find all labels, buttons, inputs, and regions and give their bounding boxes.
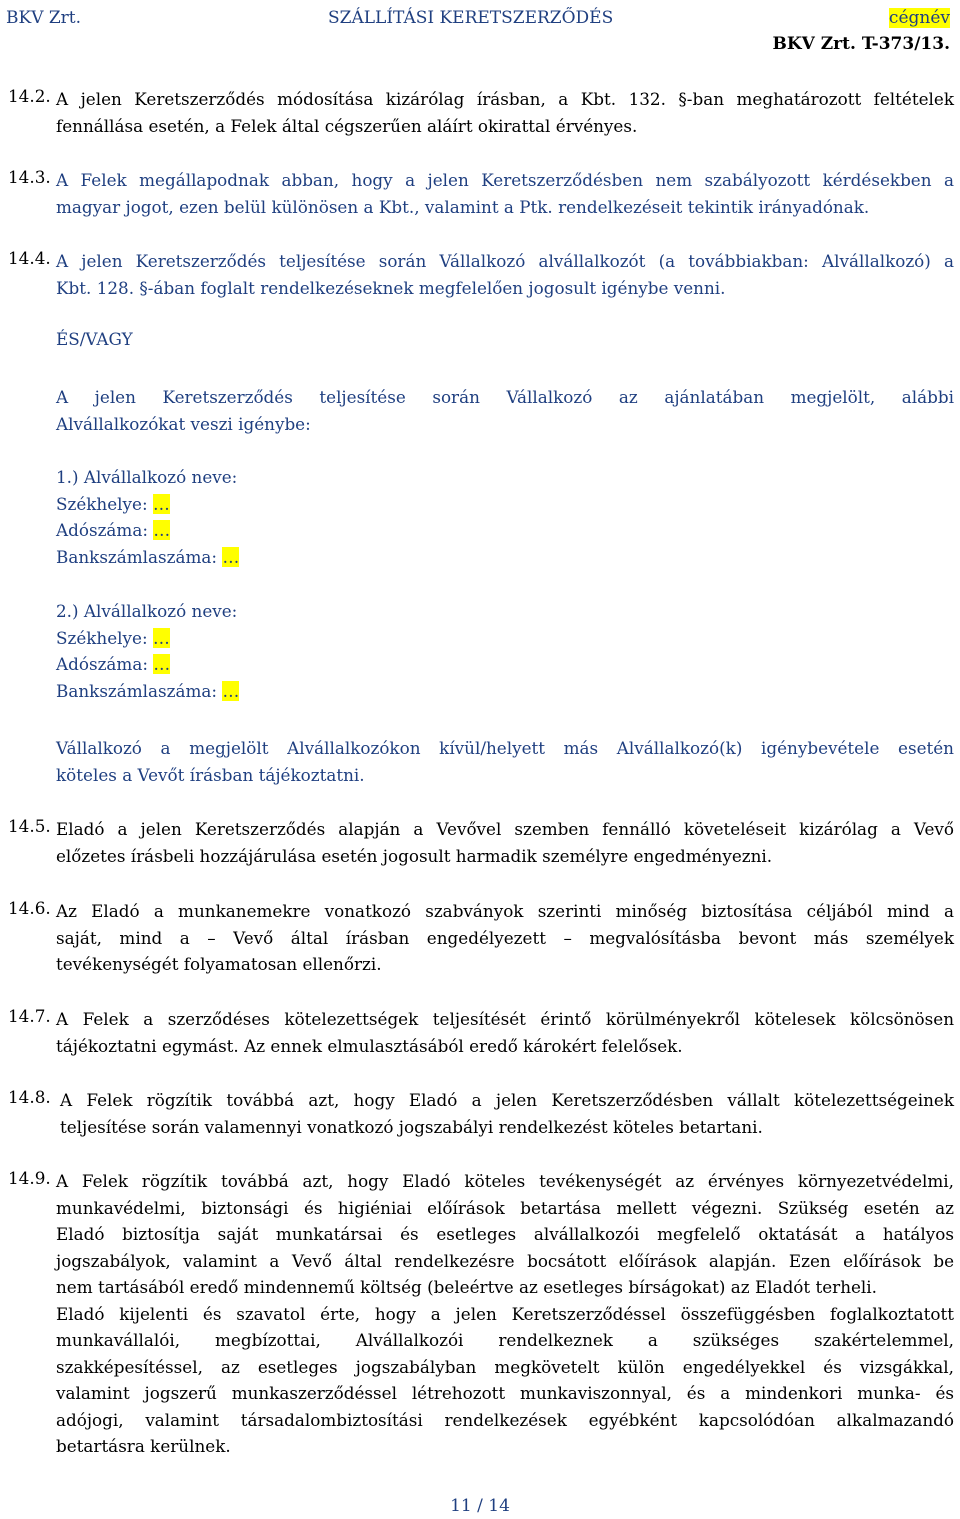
text-line: Eladó kijelenti és szavatol érte, hogy a jelen Keretszerződéssel összefüggésben foglalkoztatott xyxy=(56,1303,954,1324)
subcontractor-bank xyxy=(56,678,954,705)
section-number: 14.5. xyxy=(8,816,51,836)
text-line: A jelen Keretszerződés teljesítése során Vállalkozó alvállalkozót (a továbbiakban: Alvállalkozó) a xyxy=(56,251,954,271)
blank-field: … xyxy=(222,680,240,701)
section-number: 14.4. xyxy=(8,248,51,268)
subcontractor-tax xyxy=(56,517,954,544)
text-line: A jelen Keretszerződés módosítása kizárólag írásban, a Kbt. 132. §-ban meghatározott feltételek xyxy=(56,89,954,109)
text-line: adójogi, valamint társadalombiztosítási rendelkezések egyébként kapcsolódóan alkalmazandó xyxy=(56,1409,954,1430)
text-line: előzetes írásbeli hozzájárulása esetén jogosult harmadik személyre engedményezni. xyxy=(56,845,773,866)
text-line: szakképesítéssel, az esetleges jogszabályban megkövetelt külön engedélyekkel és vizsgákkal, xyxy=(56,1356,954,1377)
text-line: magyar jogot, ezen belül különösen a Kbt., valamint a Ptk. rendelkezéseit tekintik irányadónak. xyxy=(56,196,870,217)
section-text xyxy=(56,248,954,301)
text-line: valamint jogszerű munkaszerződéssel létrehozott munkaviszonnyal, és a mindenkori munka- és xyxy=(56,1383,954,1403)
header-ref: BKV Zrt. T-373/13. xyxy=(772,34,950,54)
bank-label: Bankszámlaszáma: xyxy=(56,680,218,701)
section-text xyxy=(56,1006,954,1059)
text-line: A Felek a szerződéses kötelezettségek teljesítését érintő körülményekről kötelesek kölcsönösen xyxy=(56,1009,954,1029)
text-line: Kbt. 128. §-ában foglalt rendelkezéseknek megfelelően jogosult igénybe venni. xyxy=(56,277,726,298)
header-doc-title: SZÁLLÍTÁSI KERETSZERZŐDÉS xyxy=(328,8,614,28)
text-line: Az Eladó a munkanemekre vonatkozó szabványok szerinti minőség biztosítása céljából mind a xyxy=(56,901,954,921)
section-text xyxy=(56,816,954,869)
text-line: A Felek megállapodnak abban, hogy a jelen Keretszerződésben nem szabályozott kérdésekben a xyxy=(56,170,954,190)
blank-field: … xyxy=(152,627,170,648)
header-company: BKV Zrt. xyxy=(6,8,82,28)
page-number: 11 / 14 xyxy=(450,1496,510,1516)
section-text xyxy=(60,1087,954,1140)
text-line: teljesítése során valamennyi vonatkozó jogszabályi rendelkezést köteles betartani. xyxy=(60,1116,763,1137)
subcontractor-name-label: 1.) Alvállalkozó neve: xyxy=(56,467,238,487)
subcontractor-2 xyxy=(56,598,954,704)
text-line: A Felek rögzítik továbbá azt, hogy Eladó köteles tevékenységét az érvényes környezetvédelmi, xyxy=(56,1171,954,1191)
subcontractor-1 xyxy=(56,464,954,570)
section-number: 14.9. xyxy=(8,1168,51,1188)
text-line: betartásra kerülnek. xyxy=(56,1436,231,1456)
bank-label: Bankszámlaszáma: xyxy=(56,546,218,567)
section-text xyxy=(56,167,954,220)
blank-field: … xyxy=(152,493,170,514)
text-line: Eladó a jelen Keretszerződés alapján a Vevővel szemben fennálló követeléseit kizárólag a Vevő xyxy=(56,819,954,839)
seat-label: Székhelye: xyxy=(56,627,148,648)
text-line: jogszabályok, valamint a Vevő által rendelkezésre bocsátott előírások alapján. Ezen előírások be xyxy=(56,1250,954,1271)
section-number: 14.2. xyxy=(8,86,51,106)
section-number: 14.3. xyxy=(8,167,51,187)
text-line: nem tartásából eredő mindennemű költség (beleértve az esetleges bírságokat) az Eladót terheli. xyxy=(56,1277,877,1297)
text-line: köteles a Vevőt írásban tájékoztatni. xyxy=(56,764,365,785)
notice-text xyxy=(56,735,954,788)
section-number: 14.8. xyxy=(8,1087,51,1107)
subcontractor-bank xyxy=(56,544,954,571)
section-number: 14.6. xyxy=(8,898,51,918)
text-line: fennállása esetén, a Felek által cégszerűen aláírt okirattal érvényes. xyxy=(56,115,638,136)
es-vagy-label: ÉS/VAGY xyxy=(56,329,133,349)
tax-label: Adószáma: xyxy=(56,520,148,540)
blank-field: … xyxy=(153,520,171,540)
text-line: saját, mind a – Vevő által írásban engedélyezett – megvalósításba bevont más személyek xyxy=(56,927,954,948)
section-number: 14.7. xyxy=(8,1006,51,1026)
text-line: munkavédelmi, biztonsági és higiéniai előírások betartása mellett végezni. Szükség esetén az xyxy=(56,1197,954,1218)
blank-field: … xyxy=(222,546,240,567)
section-text xyxy=(56,86,954,139)
company-placeholder-highlight: cégnév xyxy=(888,8,950,28)
text-line: Alvállalkozókat veszi igénybe: xyxy=(56,413,311,434)
subcontractor-name-label: 2.) Alvállalkozó neve: xyxy=(56,601,238,621)
text-line: A Felek rögzítik továbbá azt, hogy Eladó a jelen Keretszerződésben vállalt kötelezettségeinek xyxy=(60,1090,954,1110)
section-text xyxy=(56,898,954,978)
subcontractor-tax xyxy=(56,651,954,678)
blank-field: … xyxy=(153,654,171,674)
header-company-placeholder xyxy=(889,8,950,28)
seat-label: Székhelye: xyxy=(56,493,148,514)
text-line: Eladó biztosítja saját munkatársai és esetleges alvállalkozói megfelelő oktatását a hatályos xyxy=(56,1224,954,1244)
text-line: tevékenységét folyamatosan ellenőrzi. xyxy=(56,954,382,974)
text-line: munkavállalói, megbízottai, Alvállalkozói rendelkeznek a szükséges szakértelemmel, xyxy=(56,1330,954,1350)
subcontractor-seat xyxy=(56,625,954,652)
text-line: Vállalkozó a megjelölt Alvállalkozókon kívül/helyett más Alvállalkozó(k) igénybevétele esetén xyxy=(56,738,954,758)
tax-label: Adószáma: xyxy=(56,654,148,674)
section-text xyxy=(56,1168,954,1460)
subcontractor-intro xyxy=(56,384,954,437)
text-line: tájékoztatni egymást. Az ennek elmulasztásából eredő károkért felelősek. xyxy=(56,1035,683,1056)
subcontractor-seat xyxy=(56,491,954,518)
text-line: A jelen Keretszerződés teljesítése során Vállalkozó az ajánlatában megjelölt, alábbi xyxy=(56,387,954,407)
